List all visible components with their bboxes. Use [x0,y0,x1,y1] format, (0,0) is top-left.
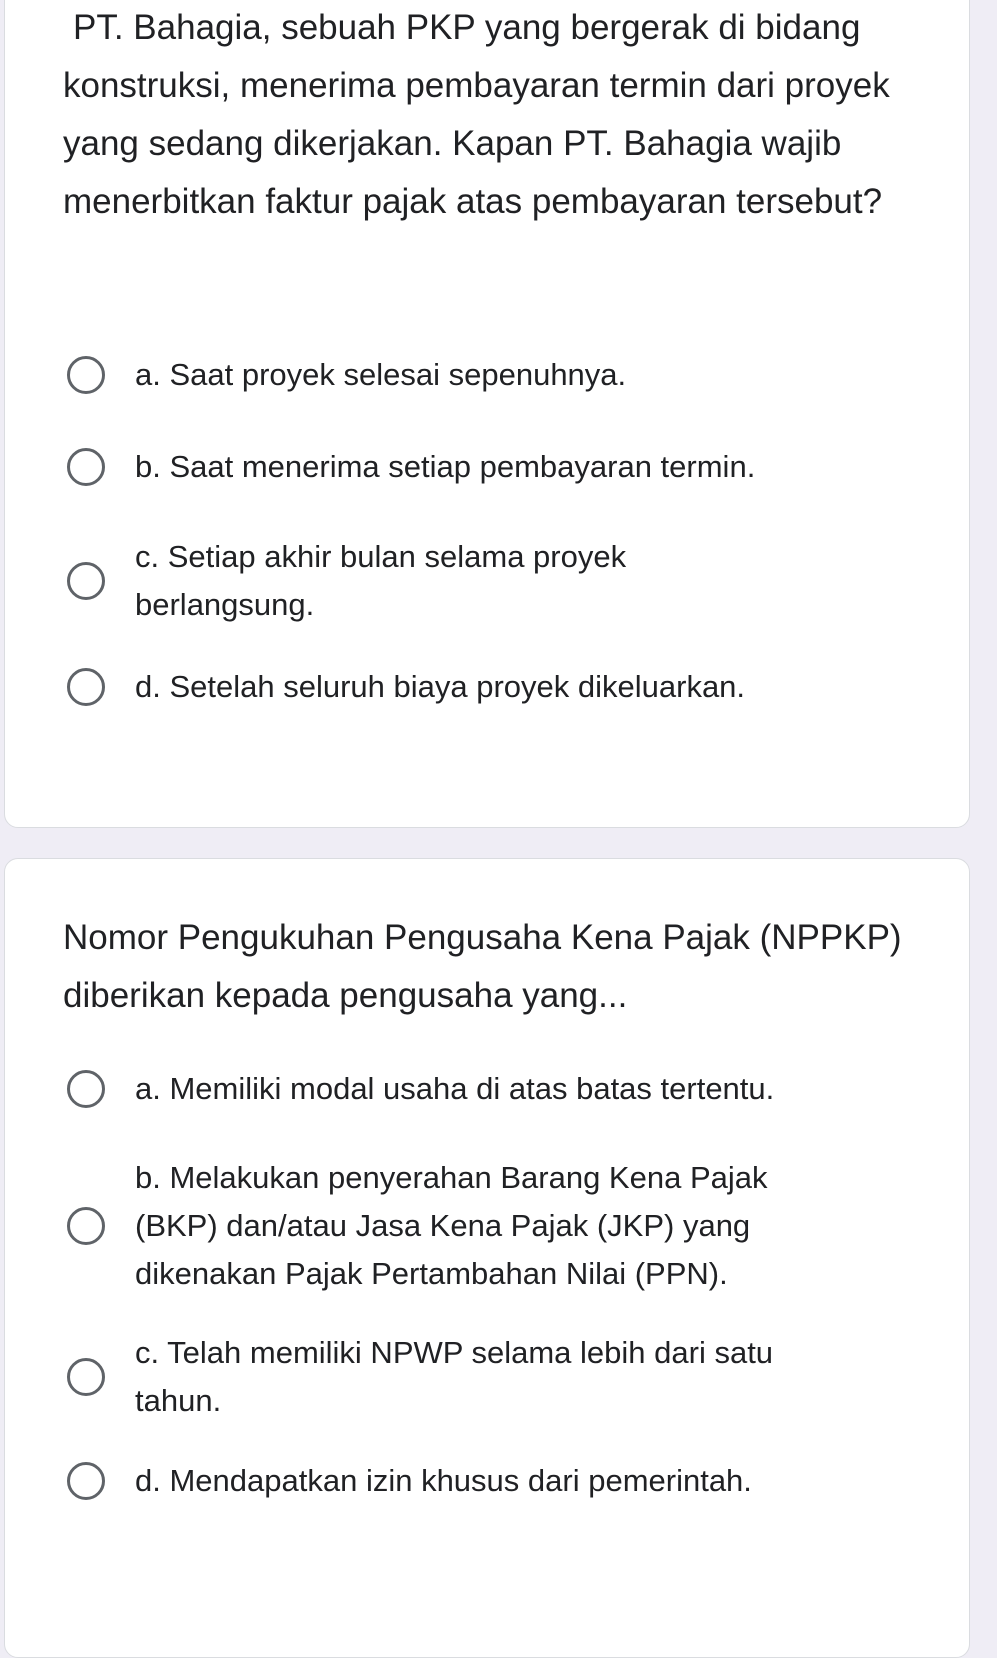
radio-button-icon[interactable] [67,562,105,600]
option-1c[interactable] [61,533,931,629]
option-2c[interactable] [61,1329,931,1425]
radio-button-icon[interactable] [67,1207,105,1245]
option-label: c. Telah memiliki NPWP selama lebih dari satu tahun. [135,1335,774,1418]
option-2b[interactable] [61,1154,931,1298]
question-card-2 [4,858,970,1658]
option-label: a. Saat proyek selesai sepenuhnya. [135,357,627,392]
question-2-text: Nomor Pengukuhan Pengusaha Kena Pajak (NPPKP) diberikan kepada pengusaha yang... [63,918,902,1015]
question-1-text: PT. Bahagia, sebuah PKP yang bergerak di bidang konstruksi, menerima pembayaran termin dari proyek yang sedang dikerjakan. Kapan PT. Bahagia wajib menerbitkan faktur pajak atas pembayaran tersebut? [63,8,890,221]
question-card-1 [4,0,970,828]
option-label: a. Memiliki modal usaha di atas batas tertentu. [135,1071,775,1106]
radio-button-icon[interactable] [67,1462,105,1500]
option-1d[interactable] [61,663,931,711]
option-label: d. Mendapatkan izin khusus dari pemerintah. [135,1463,752,1498]
radio-button-icon[interactable] [67,1358,105,1396]
radio-button-icon[interactable] [67,356,105,394]
option-1b[interactable] [61,443,931,491]
radio-button-icon[interactable] [67,1070,105,1108]
radio-button-icon[interactable] [67,668,105,706]
radio-button-icon[interactable] [67,448,105,486]
option-2d[interactable] [61,1457,931,1505]
option-2a[interactable] [61,1065,931,1113]
option-label: b. Saat menerima setiap pembayaran termin. [135,449,756,484]
option-1a[interactable] [61,351,931,399]
option-label: c. Setiap akhir bulan selama proyek berlangsung. [135,539,627,622]
option-label: b. Melakukan penyerahan Barang Kena Pajak (BKP) dan/atau Jasa Kena Pajak (JKP) yang dikenakan Pajak Pertambahan Nilai (PPN). [135,1160,768,1291]
option-label: d. Setelah seluruh biaya proyek dikeluarkan. [135,669,746,704]
